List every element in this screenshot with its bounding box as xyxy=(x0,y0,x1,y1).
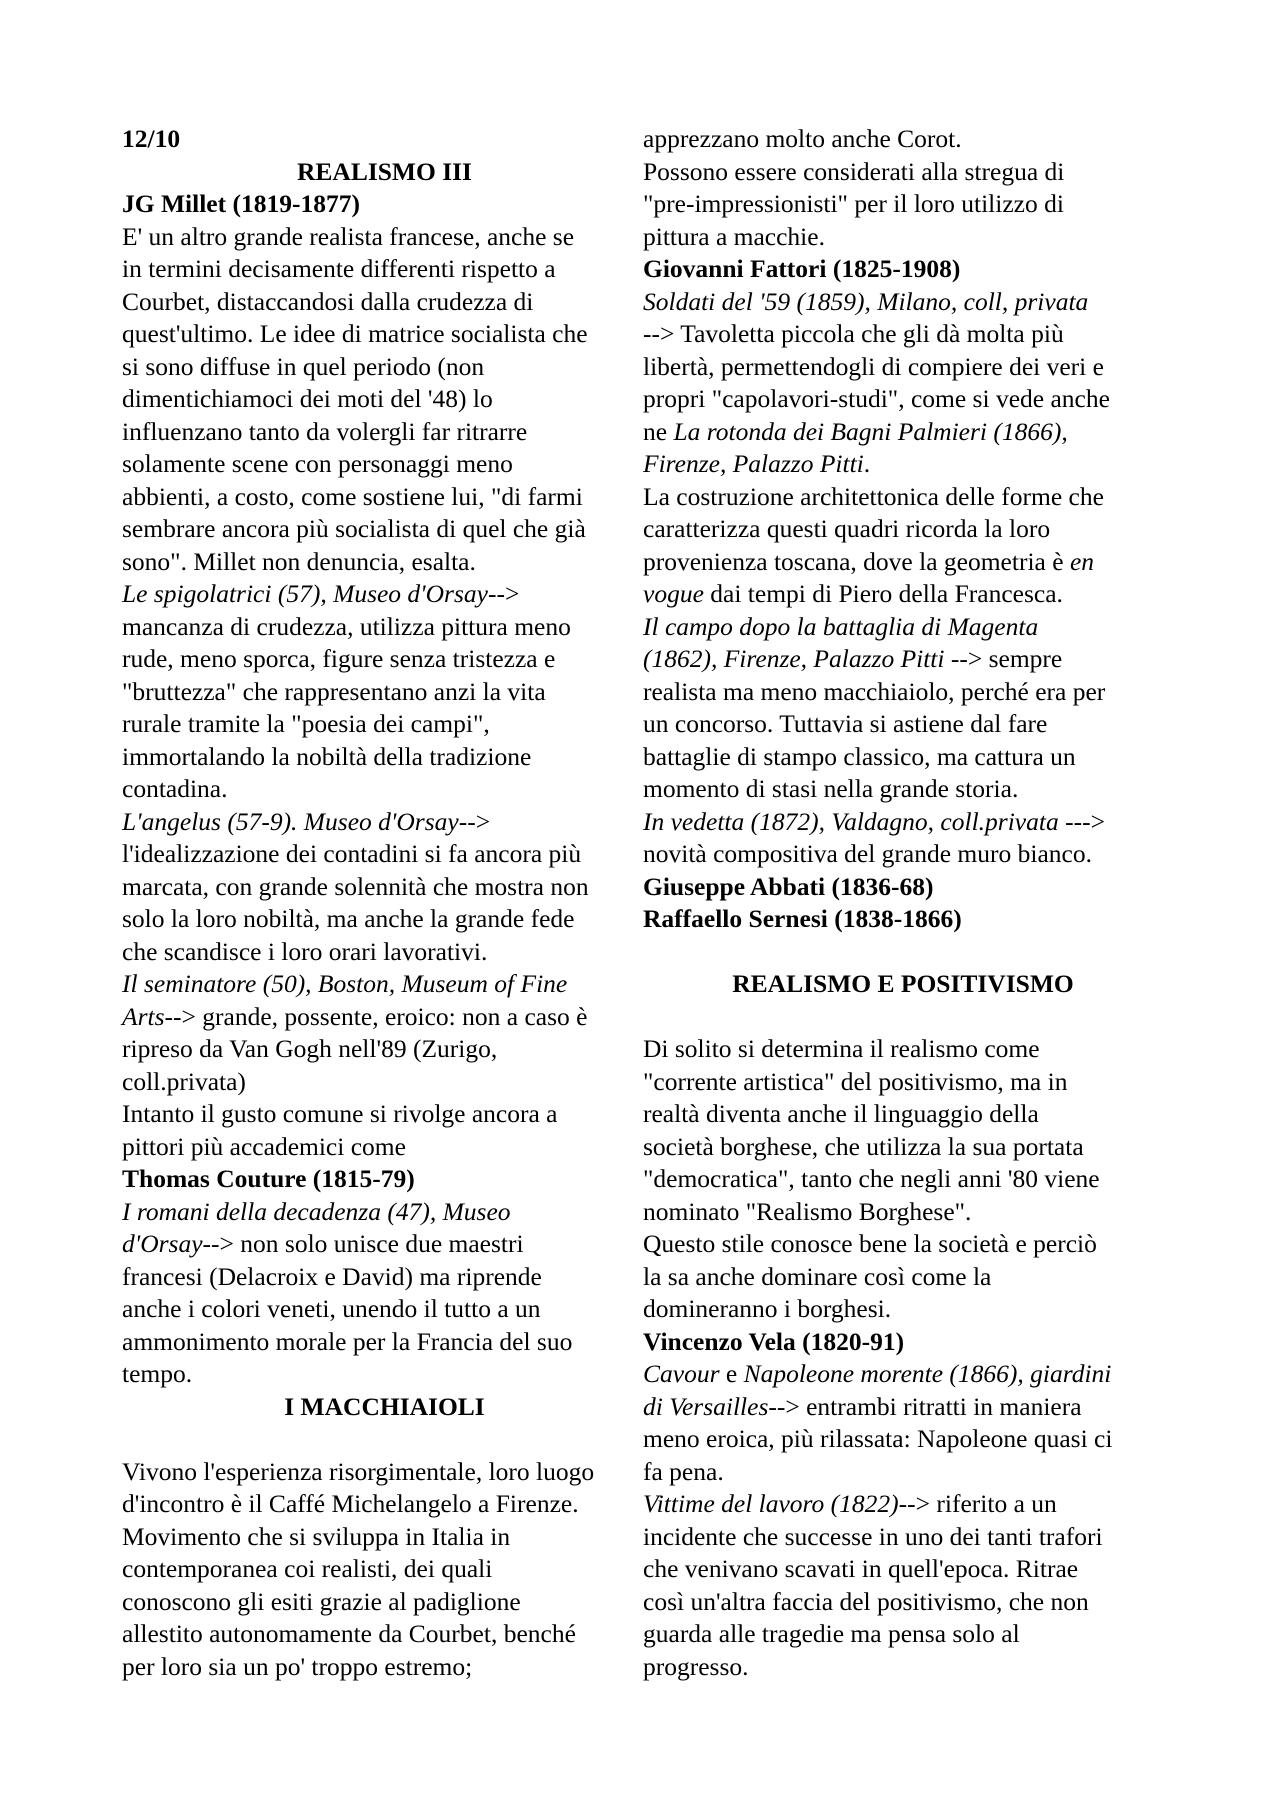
text-line: per loro sia un po' troppo estremo; xyxy=(122,1651,473,1681)
text-line: fa pena. xyxy=(643,1456,724,1486)
text-line: la sa anche dominare così come la xyxy=(643,1261,992,1291)
text-line: nominato "Realismo Borghese". xyxy=(643,1196,972,1226)
text-line: allestito autonomamente da Courbet, benché xyxy=(122,1619,576,1648)
text-line: che venivano scavati in quell'epoca. Ritrae xyxy=(643,1554,1079,1583)
text-line: contemporanea coi realisti, dei quali xyxy=(122,1554,493,1583)
fattori-work-soldati xyxy=(643,286,1163,481)
text-line: immortalando la nobiltà della tradizione xyxy=(122,741,532,771)
text-line: Di solito si determina il realismo come xyxy=(643,1034,1040,1063)
millet-work-spigolatrici xyxy=(122,578,647,806)
text-line: Vittime del lavoro (1822)--> riferito a un xyxy=(643,1489,1057,1518)
text-line: rurale tramite la "poesia dei campi", xyxy=(122,709,490,738)
text-line: d'Orsay--> non solo unisce due maestri xyxy=(122,1229,524,1258)
text-line: vogue dai tempi di Piero della Francesca. xyxy=(643,579,1063,608)
text-line: in termini decisamente differenti rispetto a xyxy=(122,254,556,283)
text-line: (1862), Firenze, Palazzo Pitti --> sempre xyxy=(643,644,1063,673)
text-line: apprezzano molto anche Corot. xyxy=(643,124,962,153)
text-line: "bruttezza" che rappresentano anzi la vita xyxy=(122,676,546,706)
text-line: Vivono l'esperienza risorgimentale, loro luogo xyxy=(122,1456,595,1486)
heading-fattori: Giovanni Fattori (1825-1908) xyxy=(643,254,961,283)
text-line: novità compositiva del grande muro bianco. xyxy=(643,839,1092,868)
text-line: abbienti, a costo, come sostiene lui, "di farmi xyxy=(122,481,583,511)
spacer xyxy=(643,936,1163,969)
text-line: ne La rotonda dei Bagni Palmieri (1866), xyxy=(643,416,1068,446)
section-title-realismo-positivismo: REALISMO E POSITIVISMO xyxy=(732,969,1074,998)
text-line: provenienza toscana, dove la geometria è en xyxy=(643,546,1095,576)
text-line: Courbet, distaccandosi dalla crudezza di xyxy=(122,286,534,316)
text-line: caratterizza questi quadri ricorda la loro xyxy=(643,514,1051,543)
text-line: coll.privata) xyxy=(122,1066,246,1096)
text-line: ripreso da Van Gogh nell'89 (Zurigo, xyxy=(122,1034,498,1063)
text-line: I romani della decadenza (47), Museo xyxy=(122,1196,511,1226)
section-title-macchiaioli: I MACCHIAIOLI xyxy=(284,1391,485,1421)
text-line: mancanza di crudezza, utilizza pittura meno xyxy=(122,611,571,641)
positivismo-paragraph xyxy=(643,1033,1163,1326)
vela-work-napoleone xyxy=(643,1358,1163,1488)
text-line: Questo stile conosce bene la società e perciò xyxy=(643,1229,1097,1258)
text-line: che scandisce i loro orari lavorativi. xyxy=(122,936,488,966)
millet-work-angelus xyxy=(122,806,647,969)
text-line: libertà, permettendogli di compiere dei veri e xyxy=(643,351,1104,381)
millet-paragraph xyxy=(122,221,647,579)
heading-vela: Vincenzo Vela (1820-91) xyxy=(643,1326,905,1356)
text-line: "pre-impressionisti" per il loro utilizzo di xyxy=(643,189,1064,218)
text-line: anche i colori veneti, unendo il tutto a un xyxy=(122,1294,541,1323)
text-line: si sono diffuse in quel periodo (non xyxy=(122,351,485,381)
text-line: realista ma meno macchiaiolo, perché era per xyxy=(643,676,1106,706)
text-line: Il seminatore (50), Boston, Museum of Fine xyxy=(122,969,568,998)
text-line: "corrente artistica" del positivismo, ma in xyxy=(643,1066,1068,1096)
left-column xyxy=(122,123,647,1683)
text-line: sembrare ancora più socialista di quel che già xyxy=(122,514,586,543)
text-line: di Versailles--> entrambi ritratti in maniera xyxy=(643,1391,1082,1421)
text-line: pittura a macchie. xyxy=(643,221,825,251)
text-line: francesi (Delacroix e David) ma riprende xyxy=(122,1261,542,1291)
text-line: un concorso. Tuttavia si astiene dal fare xyxy=(643,709,1048,738)
text-line: --> Tavoletta piccola che gli dà molta più xyxy=(643,319,1064,348)
text-line: solo la loro nobiltà, ma anche la grande fede xyxy=(122,904,575,933)
text-line: pittori più accademici come xyxy=(122,1131,406,1161)
text-line: Arts--> grande, possente, eroico: non a caso è xyxy=(122,1001,588,1031)
text-line: Soldati del '59 (1859), Milano, coll, privata xyxy=(643,286,1089,316)
fattori-work-magenta xyxy=(643,611,1163,806)
text-line: solamente scene con personaggi meno xyxy=(122,449,513,478)
text-line: influenzano tanto da volergli far ritrarre xyxy=(122,416,528,446)
text-line: realtà diventa anche il linguaggio della xyxy=(643,1099,1039,1128)
text-line: In vedetta (1872), Valdagno, coll.privata ---> xyxy=(643,806,1105,836)
text-line: battaglie di stampo classico, ma cattura un xyxy=(643,741,1076,771)
macchiaioli-paragraph xyxy=(122,1456,647,1684)
heading-millet: JG Millet (1819-1877) xyxy=(122,189,360,218)
text-line: incidente che successe in uno dei tanti trafori xyxy=(643,1521,1103,1551)
text-line: rude, meno sporca, figure senza tristezza e xyxy=(122,644,556,673)
text-line: L'angelus (57-9). Museo d'Orsay--> xyxy=(122,806,491,836)
text-line: d'incontro è il Caffé Michelangelo a Firenze. xyxy=(122,1489,579,1518)
text-line: ammonimento morale per la Francia del suo xyxy=(122,1326,573,1356)
heading-couture: Thomas Couture (1815-79) xyxy=(122,1164,415,1193)
text-line: sono". Millet non denuncia, esalta. xyxy=(122,546,476,576)
spacer xyxy=(643,1001,1163,1034)
text-line: Possono essere considerati alla stregua di xyxy=(643,156,1065,186)
text-line: Le spigolatrici (57), Museo d'Orsay--> xyxy=(122,579,520,608)
text-line: conoscono gli esiti grazie al padiglione xyxy=(122,1586,521,1616)
text-line: l'idealizzazione dei contadini si fa ancora più xyxy=(122,839,582,868)
text-line: propri "capolavori-studi", come si vede anche xyxy=(643,384,1110,413)
fattori-paragraph xyxy=(643,481,1163,611)
text-line: contadina. xyxy=(122,774,228,803)
heading-abbati: Giuseppe Abbati (1836-68) xyxy=(643,871,934,901)
text-line: società borghese, che utilizza la sua portata xyxy=(643,1131,1084,1161)
couture-work xyxy=(122,1196,647,1391)
date-label: 12/10 xyxy=(122,124,181,153)
macchiaioli-intro-continued xyxy=(643,123,1163,253)
text-line: guarda alle tragedie ma pensa solo al xyxy=(643,1619,1020,1648)
heading-sernesi: Raffaello Sernesi (1838-1866) xyxy=(643,904,962,933)
text-line: dimentichiamoci dei moti del '48) lo xyxy=(122,384,493,413)
text-line: La costruzione architettonica delle forme che xyxy=(643,481,1104,511)
text-line: progresso. xyxy=(643,1651,749,1681)
text-line: meno eroica, più rilassata: Napoleone quasi ci xyxy=(643,1424,1113,1453)
text-line: tempo. xyxy=(122,1359,193,1388)
text-line: Il campo dopo la battaglia di Magenta xyxy=(643,611,1039,641)
text-line: Cavour e Napoleone morente (1866), giardini xyxy=(643,1359,1112,1388)
text-line: Movimento che si sviluppa in Italia in xyxy=(122,1521,511,1551)
text-line: momento di stasi nella grande storia. xyxy=(643,774,1019,803)
vela-work-vittime xyxy=(643,1488,1163,1683)
text-line: "democratica", tanto che negli anni '80 viene xyxy=(643,1164,1100,1193)
right-column xyxy=(643,123,1163,1683)
text-line: domineranno i borghesi. xyxy=(643,1294,892,1323)
fattori-work-vedetta xyxy=(643,806,1163,871)
spacer xyxy=(122,1423,647,1456)
section-title-realismo-iii: REALISMO III xyxy=(296,156,472,186)
text-line: marcata, con grande solennità che mostra non xyxy=(122,871,589,901)
text-line: Intanto il gusto comune si rivolge ancora a xyxy=(122,1099,558,1128)
text-line: Firenze, Palazzo Pitti. xyxy=(643,449,871,478)
text-line: quest'ultimo. Le idee di matrice socialista che xyxy=(122,319,588,348)
text-line: così un'altra faccia del positivismo, che non xyxy=(643,1586,1089,1616)
text-line: E' un altro grande realista francese, anche se xyxy=(122,221,575,251)
millet-work-seminatore xyxy=(122,968,647,1163)
